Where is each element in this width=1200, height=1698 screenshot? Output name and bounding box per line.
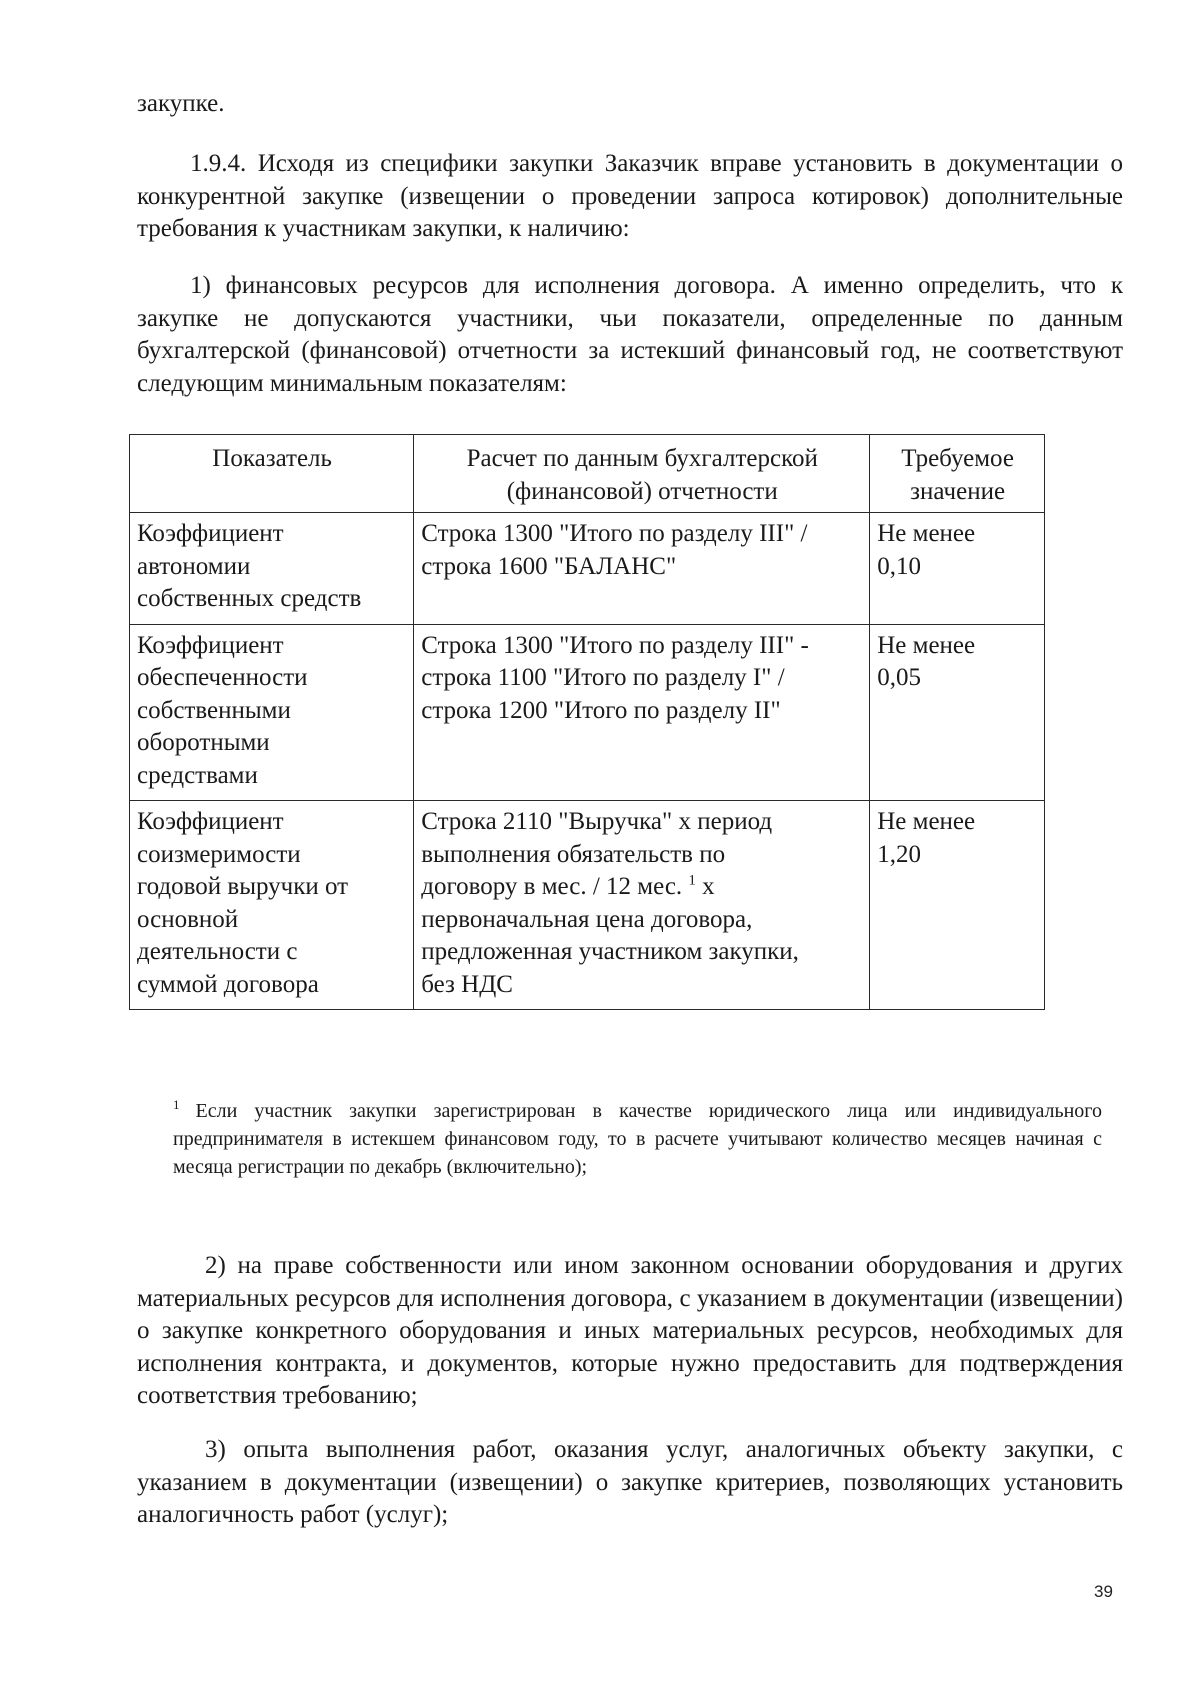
paragraph-1-9-4: 1.9.4. Исходя из специфики закупки Заказчик вправе установить в документации о конкурентной закупке (извещении о проведении запроса котировок) дополнительные требования к участникам закупки, к наличию: bbox=[137, 150, 1123, 242]
footnote-mark: 1 bbox=[173, 1097, 180, 1113]
indicator-cell bbox=[130, 624, 414, 801]
required-value-cell bbox=[870, 624, 1045, 801]
cell-text: средствами bbox=[137, 761, 258, 789]
cell-text: х bbox=[702, 873, 715, 900]
cell-text: основной bbox=[137, 905, 239, 933]
cell-text: Не менее bbox=[877, 631, 976, 659]
cell-text: Коэффициент bbox=[137, 808, 284, 835]
cell-text: обеспеченности bbox=[137, 664, 308, 691]
cell-text: 0,05 bbox=[877, 664, 921, 691]
cell-text: Строка 1300 "Итого по разделу III" / bbox=[421, 520, 808, 547]
calculation-cell bbox=[414, 624, 870, 801]
cell-text: выполнения обязательств по bbox=[421, 840, 726, 868]
list-item-1: 1) финансовых ресурсов для исполнения договора. А именно определить, что к закупке не допускаются участники, чьи показатели, определенные по данным бухгалтерской (финансовой) отчетности за истекший финансовый год, не соответствуют следующим минимальным показателям: bbox=[137, 272, 1123, 397]
cell-text: деятельности с bbox=[137, 938, 298, 965]
table-header-cell: Показатель bbox=[130, 435, 414, 513]
cell-text: собственными bbox=[137, 696, 291, 724]
table-header-row bbox=[130, 435, 1045, 513]
cell-text: договору в мес. / 12 мес. bbox=[421, 873, 683, 900]
cell-text: автономии bbox=[137, 552, 251, 580]
cell-text: Коэффициент bbox=[137, 520, 284, 547]
cell-text: Коэффициент bbox=[137, 631, 284, 659]
calculation-cell bbox=[414, 513, 870, 625]
cell-text: 1,20 bbox=[877, 840, 921, 868]
table-row bbox=[130, 513, 1045, 625]
required-value-cell bbox=[870, 801, 1045, 1010]
calculation-cell bbox=[414, 801, 870, 1010]
list-item-3: 3) опыта выполнения работ, оказания услуг, аналогичных объекту закупки, с указанием в документации (извещении) о закупке критериев, позволяющих установить аналогичность работ (услуг); bbox=[137, 1436, 1123, 1528]
table-header-cell: Требуемое значение bbox=[870, 435, 1045, 513]
cell-text: строка 1100 "Итого по разделу I" / bbox=[421, 664, 785, 691]
cell-text: без НДС bbox=[421, 970, 513, 998]
cell-text: Строка 2110 "Выручка" х период bbox=[421, 808, 773, 835]
cell-text: оборотными bbox=[137, 729, 270, 756]
footnote-reference: 1 bbox=[688, 872, 696, 889]
cell-text: строка 1200 "Итого по разделу II" bbox=[421, 696, 781, 724]
cell-text-with-footnote bbox=[421, 871, 863, 904]
cell-text: 0,10 bbox=[877, 552, 921, 580]
cell-text: суммой договора bbox=[137, 970, 319, 998]
footnote bbox=[173, 1097, 1102, 1181]
cell-text: годовой выручки от bbox=[137, 873, 349, 900]
cell-text: первоначальная цена договора, bbox=[421, 905, 753, 933]
list-item-2: 2) на праве собственности или ином законном основании оборудования и других материальных ресурсов для исполнения договора, с указанием в документации (извещении) о закупке конкретного оборудования и иных материальных ресурсов, необходимых для исполнения контракта, и документов, которые нужно предоставить для подтверждения соответствия требованию; bbox=[137, 1252, 1123, 1409]
indicator-cell bbox=[130, 513, 414, 625]
indicator-cell bbox=[130, 801, 414, 1010]
table-header-cell: Расчет по данным бухгалтерской (финансовой) отчетности bbox=[414, 435, 870, 513]
cell-text: Не менее bbox=[877, 808, 976, 835]
cell-text: строка 1600 "БАЛАНС" bbox=[421, 552, 677, 580]
cell-text: Не менее bbox=[877, 520, 976, 547]
cell-text: соизмеримости bbox=[137, 840, 301, 868]
footnote-text: Если участник закупки зарегистрирован в качестве юридического лица или индивидуального предпринимателя в истекшем финансовом году, то в расчете учитывают количество месяцев начиная с месяца регистрации по декабрь (включительно); bbox=[173, 1100, 1102, 1178]
cell-text: собственных средств bbox=[137, 585, 362, 612]
page-number: 39 bbox=[1094, 1582, 1113, 1601]
cell-text: Строка 1300 "Итого по разделу III" - bbox=[421, 631, 809, 659]
financial-indicators-table bbox=[129, 434, 1045, 1010]
cell-text: предложенная участником закупки, bbox=[421, 938, 799, 965]
table-row bbox=[130, 624, 1045, 801]
table-row bbox=[130, 801, 1045, 1010]
continuation-line: закупке. bbox=[137, 90, 225, 117]
required-value-cell bbox=[870, 513, 1045, 625]
